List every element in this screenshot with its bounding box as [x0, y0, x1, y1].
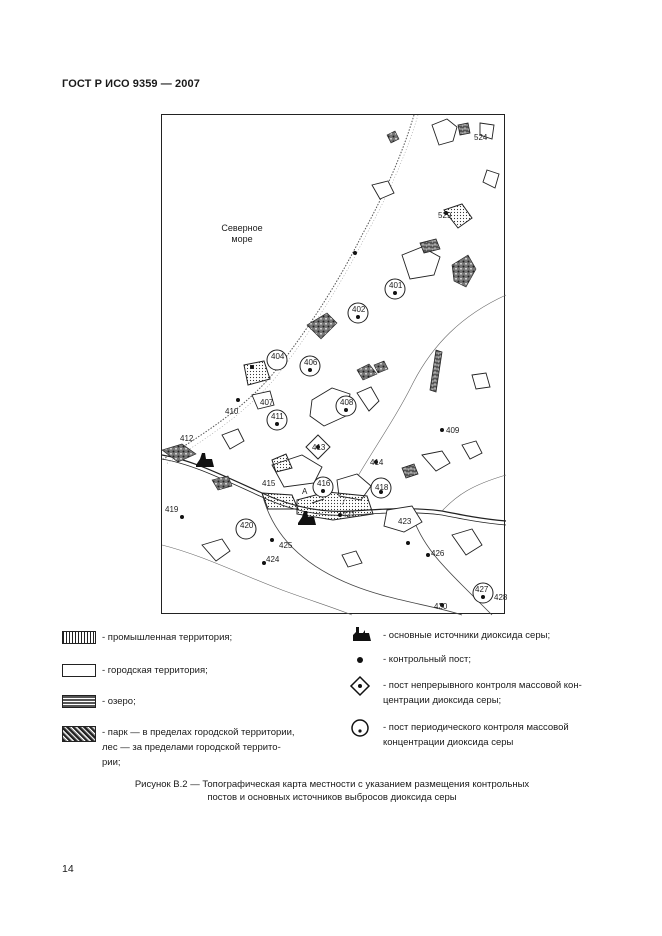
diamond-icon [350, 676, 374, 696]
sea-label: Северное море [221, 223, 263, 244]
post-label: 406 [304, 358, 318, 367]
post-label: 529 [438, 211, 452, 220]
document-header: ГОСТ Р ИСО 9359 — 2007 [62, 78, 200, 90]
caption-line: Рисунок В.2 — Топографическая карта местности с указанием размещения контрольных [134, 779, 530, 790]
legend-periodic-text: концентрации диоксида серы [383, 737, 514, 748]
post-label: 419 [165, 505, 179, 514]
legend-park-text: - парк — в пределах городской территории, [102, 727, 295, 738]
post-label: 412 [180, 434, 194, 443]
circle-icon [350, 718, 374, 738]
figure-caption [62, 778, 602, 804]
post-label: 414 [370, 458, 384, 467]
post-label: 401 [389, 281, 403, 290]
post-label: 415 [262, 479, 276, 488]
post-label: 410 [225, 407, 239, 416]
post-label: 430 [434, 602, 448, 611]
page-number: 14 [62, 863, 74, 875]
legend-continuous-text: центрации диоксида серы; [383, 695, 502, 706]
post-label: 420 [240, 521, 254, 530]
post-label: 413 [312, 443, 326, 452]
post-label: 418 [375, 483, 389, 492]
post-label: 409 [446, 426, 460, 435]
post-label: 411 [271, 412, 284, 421]
legend-continuous-text: - пост непрерывного контроля массовой кон- [383, 680, 582, 691]
post-label: 424 [266, 555, 280, 564]
industrial-swatch [62, 631, 96, 644]
caption-line: постов и основных источников выбросов диоксида серы [207, 792, 457, 803]
lake-swatch [62, 695, 96, 708]
post-label: 426 [431, 549, 445, 558]
legend-urban-text: - городская территория; [102, 665, 208, 676]
post-label: 425 [279, 541, 293, 550]
section-marker: A [302, 487, 308, 496]
post-label: 421 [342, 510, 356, 519]
legend-park-text: рии; [102, 757, 121, 768]
legend-lake-text: - озеро; [102, 696, 136, 707]
park-swatch [62, 726, 96, 742]
topographic-map [161, 114, 508, 614]
legend-continuous [348, 678, 608, 710]
post-label: 407 [260, 398, 274, 407]
legend-park [62, 725, 312, 771]
legend-industrial-text: - промышленная территория; [102, 632, 233, 643]
legend-periodic-text: - пост периодического контроля массовой [383, 722, 569, 733]
post-label: 427 [475, 585, 489, 594]
dot-icon [350, 650, 374, 670]
post-label: 404 [271, 352, 285, 361]
post-label: 402 [352, 305, 366, 314]
post-label: 428 [494, 593, 508, 602]
legend-sources-text: - основные источники диоксида серы; [383, 630, 551, 641]
legend-periodic [348, 720, 608, 752]
legend-park-text: лес — за пределами городской террито- [102, 742, 281, 753]
post-label: 416 [317, 479, 331, 488]
urban-swatch [62, 664, 96, 677]
coastline [162, 115, 414, 460]
post-label: 408 [340, 398, 354, 407]
post-label: 524 [474, 133, 488, 142]
post-label: 423 [398, 517, 412, 526]
factory-icon [350, 625, 374, 645]
legend-control-text: - контрольный пост; [383, 654, 471, 665]
map-drawing [162, 115, 506, 615]
